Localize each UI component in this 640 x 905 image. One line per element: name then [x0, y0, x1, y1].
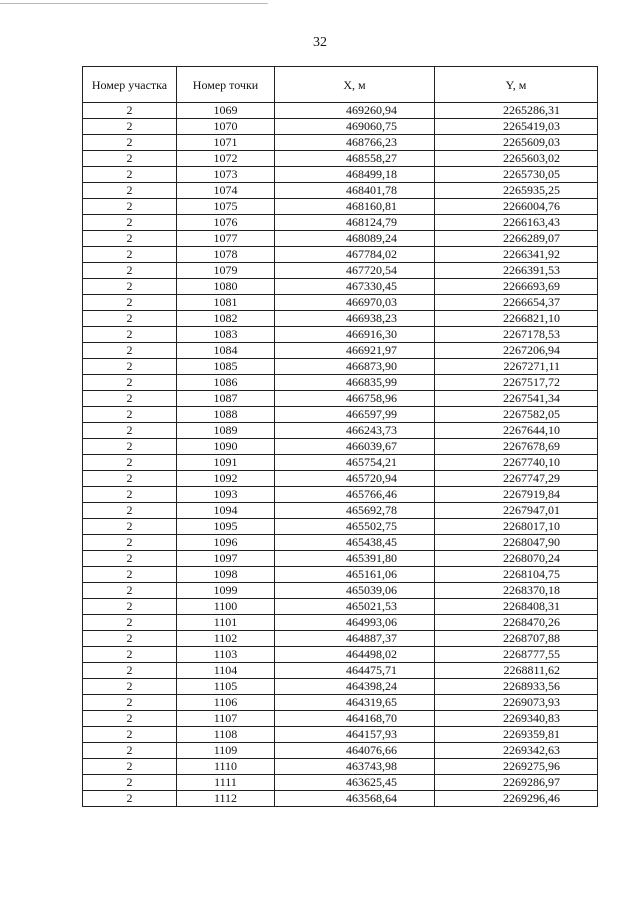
header-point-number: Номер точки	[177, 67, 275, 103]
table-body	[83, 103, 598, 807]
cell-point-number: 1090	[177, 439, 275, 455]
cell-y-coordinate: 2266654,37	[435, 295, 598, 311]
cell-plot-number: 2	[83, 247, 177, 263]
cell-x-coordinate: 467784,02	[275, 247, 435, 263]
coordinates-table	[82, 66, 598, 807]
table-row	[83, 567, 598, 583]
cell-y-coordinate: 2266163,43	[435, 215, 598, 231]
cell-x-coordinate: 466916,30	[275, 327, 435, 343]
cell-x-coordinate: 465692,78	[275, 503, 435, 519]
table-row	[83, 295, 598, 311]
cell-point-number: 1088	[177, 407, 275, 423]
table-row	[83, 215, 598, 231]
cell-plot-number: 2	[83, 215, 177, 231]
cell-point-number: 1100	[177, 599, 275, 615]
cell-y-coordinate: 2269286,97	[435, 775, 598, 791]
cell-plot-number: 2	[83, 567, 177, 583]
cell-point-number: 1093	[177, 487, 275, 503]
cell-x-coordinate: 468499,18	[275, 167, 435, 183]
table-row	[83, 199, 598, 215]
top-edge-line	[0, 3, 268, 4]
table-row	[83, 775, 598, 791]
cell-y-coordinate: 2268047,90	[435, 535, 598, 551]
table-row	[83, 263, 598, 279]
table-row	[83, 455, 598, 471]
cell-x-coordinate: 469260,94	[275, 103, 435, 119]
cell-y-coordinate: 2265609,03	[435, 135, 598, 151]
cell-y-coordinate: 2267517,72	[435, 375, 598, 391]
cell-plot-number: 2	[83, 423, 177, 439]
cell-y-coordinate: 2267947,01	[435, 503, 598, 519]
cell-point-number: 1091	[177, 455, 275, 471]
table-row	[83, 487, 598, 503]
cell-x-coordinate: 464887,37	[275, 631, 435, 647]
cell-point-number: 1078	[177, 247, 275, 263]
table-row	[83, 519, 598, 535]
cell-x-coordinate: 464157,93	[275, 727, 435, 743]
cell-point-number: 1110	[177, 759, 275, 775]
table-row	[83, 695, 598, 711]
table-row	[83, 759, 598, 775]
cell-y-coordinate: 2266693,69	[435, 279, 598, 295]
cell-y-coordinate: 2269342,63	[435, 743, 598, 759]
cell-y-coordinate: 2268070,24	[435, 551, 598, 567]
cell-y-coordinate: 2265419,03	[435, 119, 598, 135]
cell-plot-number: 2	[83, 295, 177, 311]
cell-y-coordinate: 2268777,55	[435, 647, 598, 663]
table-row	[83, 503, 598, 519]
cell-x-coordinate: 465766,46	[275, 487, 435, 503]
table-row	[83, 615, 598, 631]
cell-point-number: 1099	[177, 583, 275, 599]
cell-x-coordinate: 465021,53	[275, 599, 435, 615]
cell-plot-number: 2	[83, 151, 177, 167]
cell-y-coordinate: 2266341,92	[435, 247, 598, 263]
table-row	[83, 407, 598, 423]
cell-point-number: 1112	[177, 791, 275, 807]
cell-point-number: 1097	[177, 551, 275, 567]
cell-y-coordinate: 2268470,26	[435, 615, 598, 631]
cell-y-coordinate: 2268933,56	[435, 679, 598, 695]
cell-plot-number: 2	[83, 343, 177, 359]
page-number: 32	[313, 35, 327, 50]
cell-point-number: 1074	[177, 183, 275, 199]
cell-x-coordinate: 465391,80	[275, 551, 435, 567]
cell-y-coordinate: 2268811,62	[435, 663, 598, 679]
table-row	[83, 439, 598, 455]
cell-y-coordinate: 2267582,05	[435, 407, 598, 423]
cell-point-number: 1081	[177, 295, 275, 311]
cell-x-coordinate: 466938,23	[275, 311, 435, 327]
cell-x-coordinate: 464993,06	[275, 615, 435, 631]
cell-point-number: 1104	[177, 663, 275, 679]
cell-point-number: 1073	[177, 167, 275, 183]
table-row	[83, 183, 598, 199]
cell-plot-number: 2	[83, 599, 177, 615]
table-row	[83, 743, 598, 759]
table-row	[83, 631, 598, 647]
cell-plot-number: 2	[83, 791, 177, 807]
cell-plot-number: 2	[83, 615, 177, 631]
cell-x-coordinate: 468160,81	[275, 199, 435, 215]
cell-y-coordinate: 2267541,34	[435, 391, 598, 407]
cell-point-number: 1070	[177, 119, 275, 135]
cell-x-coordinate: 464475,71	[275, 663, 435, 679]
cell-y-coordinate: 2269296,46	[435, 791, 598, 807]
cell-point-number: 1085	[177, 359, 275, 375]
table-row	[83, 343, 598, 359]
cell-plot-number: 2	[83, 759, 177, 775]
cell-plot-number: 2	[83, 679, 177, 695]
cell-point-number: 1105	[177, 679, 275, 695]
table-row	[83, 167, 598, 183]
cell-x-coordinate: 464498,02	[275, 647, 435, 663]
cell-point-number: 1079	[177, 263, 275, 279]
cell-point-number: 1094	[177, 503, 275, 519]
cell-x-coordinate: 463625,45	[275, 775, 435, 791]
cell-plot-number: 2	[83, 407, 177, 423]
cell-point-number: 1109	[177, 743, 275, 759]
cell-plot-number: 2	[83, 519, 177, 535]
cell-y-coordinate: 2268707,88	[435, 631, 598, 647]
cell-y-coordinate: 2265286,31	[435, 103, 598, 119]
cell-plot-number: 2	[83, 327, 177, 343]
cell-plot-number: 2	[83, 487, 177, 503]
cell-x-coordinate: 466597,99	[275, 407, 435, 423]
table-row	[83, 311, 598, 327]
cell-y-coordinate: 2267678,69	[435, 439, 598, 455]
cell-x-coordinate: 463568,64	[275, 791, 435, 807]
cell-plot-number: 2	[83, 535, 177, 551]
cell-x-coordinate: 463743,98	[275, 759, 435, 775]
cell-plot-number: 2	[83, 775, 177, 791]
cell-y-coordinate: 2267206,94	[435, 343, 598, 359]
cell-x-coordinate: 466970,03	[275, 295, 435, 311]
cell-x-coordinate: 466873,90	[275, 359, 435, 375]
cell-point-number: 1077	[177, 231, 275, 247]
cell-y-coordinate: 2269275,96	[435, 759, 598, 775]
table-row	[83, 551, 598, 567]
cell-x-coordinate: 466921,97	[275, 343, 435, 359]
table-row	[83, 375, 598, 391]
cell-point-number: 1089	[177, 423, 275, 439]
table-row	[83, 135, 598, 151]
cell-plot-number: 2	[83, 631, 177, 647]
cell-plot-number: 2	[83, 359, 177, 375]
cell-y-coordinate: 2266821,10	[435, 311, 598, 327]
cell-x-coordinate: 468124,79	[275, 215, 435, 231]
cell-plot-number: 2	[83, 279, 177, 295]
cell-plot-number: 2	[83, 711, 177, 727]
cell-point-number: 1080	[177, 279, 275, 295]
cell-x-coordinate: 466039,67	[275, 439, 435, 455]
cell-y-coordinate: 2268408,31	[435, 599, 598, 615]
cell-point-number: 1111	[177, 775, 275, 791]
table-row	[83, 151, 598, 167]
cell-point-number: 1076	[177, 215, 275, 231]
table-row	[83, 679, 598, 695]
cell-x-coordinate: 469060,75	[275, 119, 435, 135]
cell-plot-number: 2	[83, 455, 177, 471]
cell-x-coordinate: 465720,94	[275, 471, 435, 487]
cell-point-number: 1086	[177, 375, 275, 391]
cell-point-number: 1075	[177, 199, 275, 215]
table-row	[83, 583, 598, 599]
table-row	[83, 791, 598, 807]
cell-y-coordinate: 2265603,02	[435, 151, 598, 167]
table-row	[83, 535, 598, 551]
cell-point-number: 1101	[177, 615, 275, 631]
cell-point-number: 1095	[177, 519, 275, 535]
table-row	[83, 471, 598, 487]
cell-plot-number: 2	[83, 439, 177, 455]
cell-x-coordinate: 466243,73	[275, 423, 435, 439]
cell-plot-number: 2	[83, 199, 177, 215]
cell-plot-number: 2	[83, 743, 177, 759]
cell-y-coordinate: 2268370,18	[435, 583, 598, 599]
table-header-row	[83, 67, 598, 103]
cell-x-coordinate: 464168,70	[275, 711, 435, 727]
cell-plot-number: 2	[83, 727, 177, 743]
cell-y-coordinate: 2266004,76	[435, 199, 598, 215]
cell-x-coordinate: 465754,21	[275, 455, 435, 471]
table-row	[83, 279, 598, 295]
cell-plot-number: 2	[83, 695, 177, 711]
table-row	[83, 103, 598, 119]
cell-y-coordinate: 2269359,81	[435, 727, 598, 743]
cell-plot-number: 2	[83, 167, 177, 183]
cell-point-number: 1071	[177, 135, 275, 151]
cell-y-coordinate: 2267747,29	[435, 471, 598, 487]
cell-plot-number: 2	[83, 551, 177, 567]
cell-x-coordinate: 464398,24	[275, 679, 435, 695]
table-row	[83, 359, 598, 375]
cell-point-number: 1082	[177, 311, 275, 327]
cell-plot-number: 2	[83, 135, 177, 151]
table-row	[83, 711, 598, 727]
cell-point-number: 1107	[177, 711, 275, 727]
cell-x-coordinate: 465438,45	[275, 535, 435, 551]
cell-point-number: 1102	[177, 631, 275, 647]
cell-plot-number: 2	[83, 311, 177, 327]
table-row	[83, 391, 598, 407]
cell-plot-number: 2	[83, 583, 177, 599]
cell-y-coordinate: 2268104,75	[435, 567, 598, 583]
cell-y-coordinate: 2267644,10	[435, 423, 598, 439]
table-row	[83, 231, 598, 247]
cell-x-coordinate: 466835,99	[275, 375, 435, 391]
cell-plot-number: 2	[83, 391, 177, 407]
cell-y-coordinate: 2266289,07	[435, 231, 598, 247]
cell-point-number: 1072	[177, 151, 275, 167]
cell-y-coordinate: 2269340,83	[435, 711, 598, 727]
cell-x-coordinate: 468089,24	[275, 231, 435, 247]
cell-y-coordinate: 2265935,25	[435, 183, 598, 199]
cell-plot-number: 2	[83, 263, 177, 279]
cell-plot-number: 2	[83, 103, 177, 119]
cell-x-coordinate: 466758,96	[275, 391, 435, 407]
cell-y-coordinate: 2265730,05	[435, 167, 598, 183]
cell-x-coordinate: 465039,06	[275, 583, 435, 599]
cell-x-coordinate: 464319,65	[275, 695, 435, 711]
cell-x-coordinate: 465161,06	[275, 567, 435, 583]
table-row	[83, 247, 598, 263]
table-row	[83, 327, 598, 343]
cell-point-number: 1108	[177, 727, 275, 743]
cell-point-number: 1083	[177, 327, 275, 343]
cell-plot-number: 2	[83, 647, 177, 663]
table-row	[83, 647, 598, 663]
cell-plot-number: 2	[83, 119, 177, 135]
cell-point-number: 1084	[177, 343, 275, 359]
cell-point-number: 1103	[177, 647, 275, 663]
cell-y-coordinate: 2267919,84	[435, 487, 598, 503]
cell-point-number: 1092	[177, 471, 275, 487]
cell-plot-number: 2	[83, 503, 177, 519]
cell-y-coordinate: 2266391,53	[435, 263, 598, 279]
cell-x-coordinate: 465502,75	[275, 519, 435, 535]
table-row	[83, 599, 598, 615]
table-row	[83, 727, 598, 743]
cell-y-coordinate: 2268017,10	[435, 519, 598, 535]
table-row	[83, 119, 598, 135]
cell-y-coordinate: 2267740,10	[435, 455, 598, 471]
cell-point-number: 1106	[177, 695, 275, 711]
table-row	[83, 423, 598, 439]
cell-plot-number: 2	[83, 375, 177, 391]
cell-plot-number: 2	[83, 663, 177, 679]
cell-point-number: 1096	[177, 535, 275, 551]
cell-point-number: 1098	[177, 567, 275, 583]
cell-x-coordinate: 467720,54	[275, 263, 435, 279]
cell-y-coordinate: 2269073,93	[435, 695, 598, 711]
cell-point-number: 1087	[177, 391, 275, 407]
cell-plot-number: 2	[83, 231, 177, 247]
cell-x-coordinate: 468766,23	[275, 135, 435, 151]
cell-x-coordinate: 468401,78	[275, 183, 435, 199]
cell-plot-number: 2	[83, 183, 177, 199]
cell-x-coordinate: 468558,27	[275, 151, 435, 167]
cell-point-number: 1069	[177, 103, 275, 119]
cell-x-coordinate: 467330,45	[275, 279, 435, 295]
table-row	[83, 663, 598, 679]
header-y-coordinate: Y, м	[435, 67, 598, 103]
cell-y-coordinate: 2267271,11	[435, 359, 598, 375]
header-x-coordinate: X, м	[275, 67, 435, 103]
cell-plot-number: 2	[83, 471, 177, 487]
cell-y-coordinate: 2267178,53	[435, 327, 598, 343]
cell-x-coordinate: 464076,66	[275, 743, 435, 759]
header-plot-number: Номер участка	[83, 67, 177, 103]
